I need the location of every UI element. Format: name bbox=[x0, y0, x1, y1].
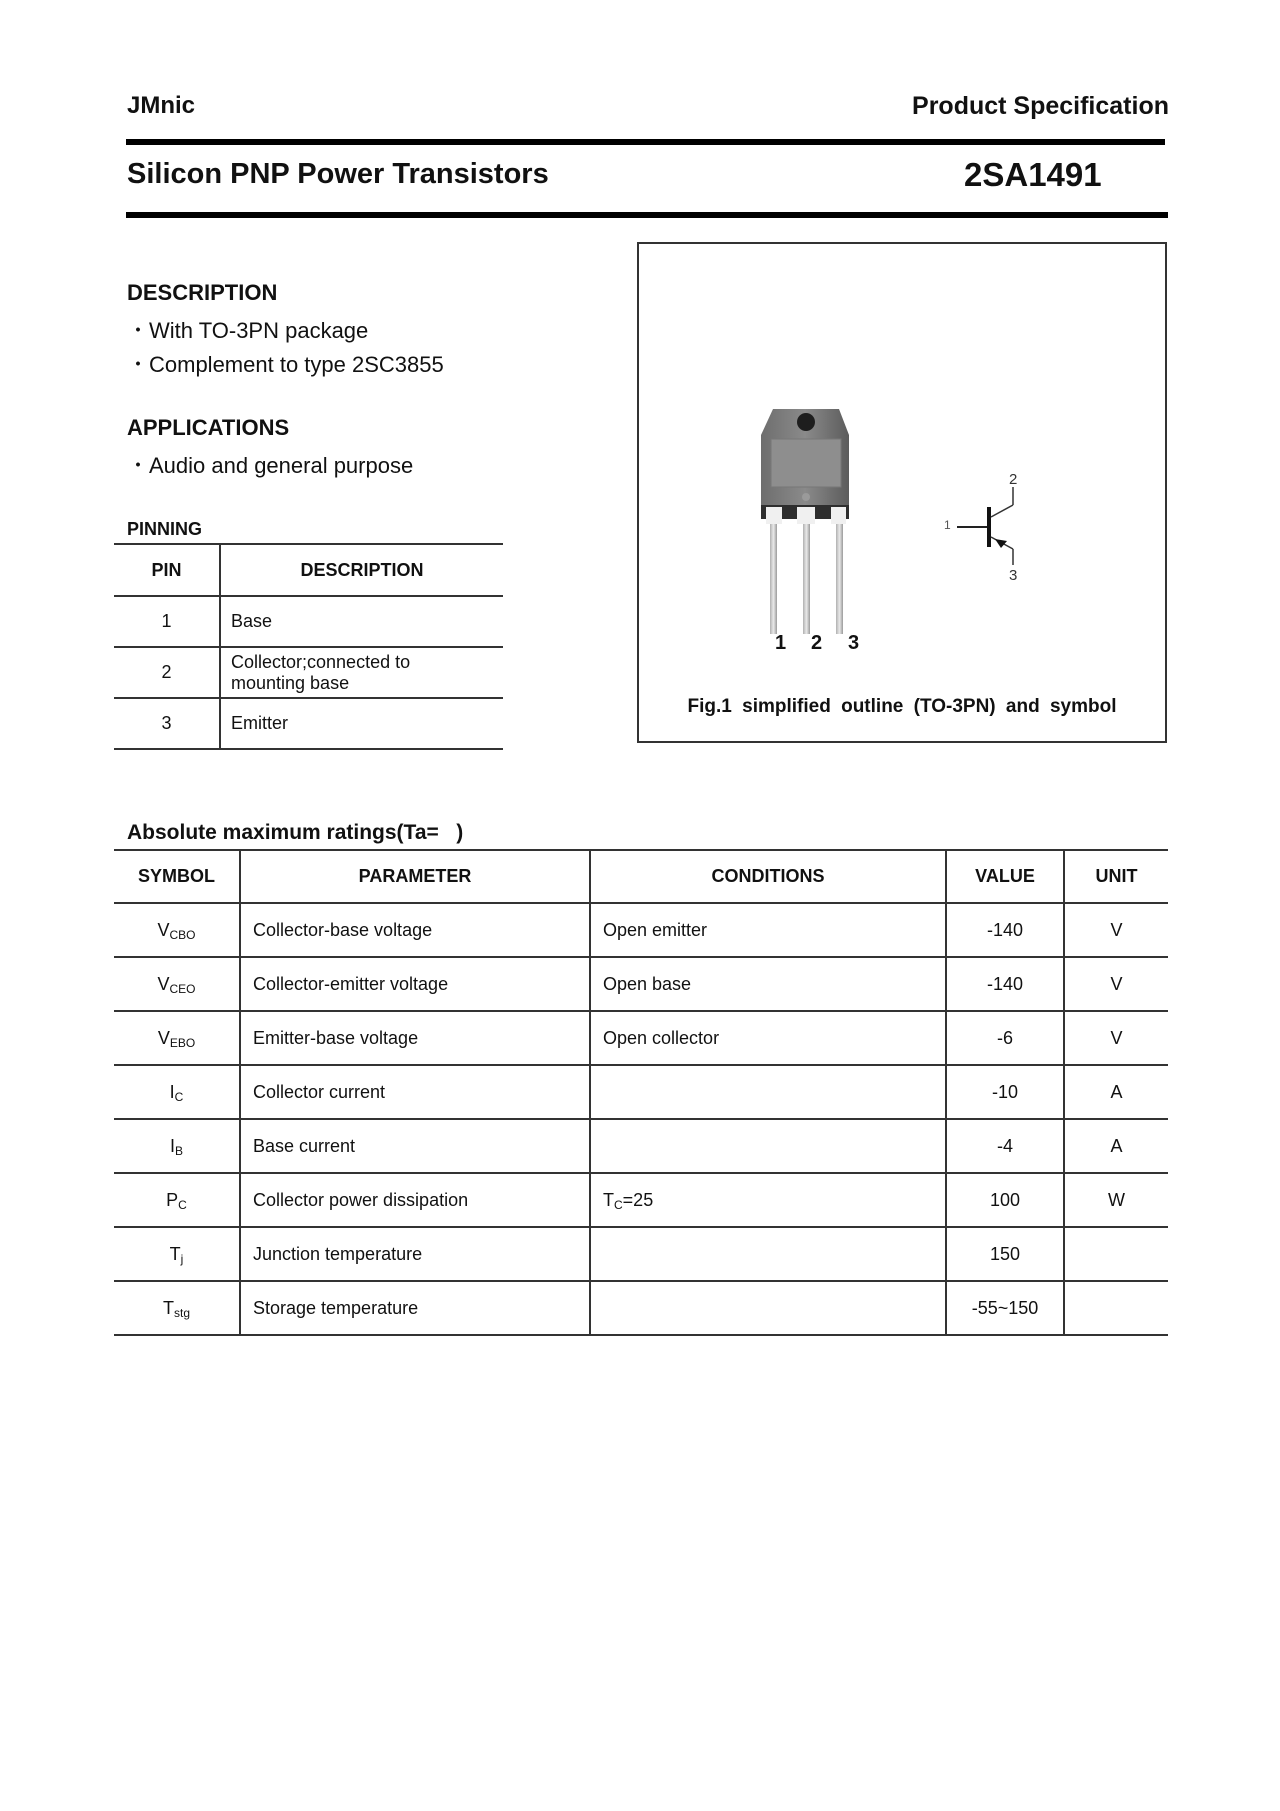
header-rule-bottom bbox=[126, 212, 1168, 218]
description-item: ・Complement to type 2SC3855 bbox=[127, 348, 444, 379]
parameter-cell: Junction temperature bbox=[240, 1227, 590, 1281]
unit-cell bbox=[1064, 1281, 1168, 1335]
table-row bbox=[114, 957, 1168, 1011]
company-name: JMnic bbox=[127, 92, 196, 119]
conditions-cell bbox=[590, 1065, 946, 1119]
unit-column-header: UNIT bbox=[1064, 850, 1168, 903]
pinning-heading: PINNING bbox=[127, 519, 203, 539]
table-row bbox=[114, 596, 503, 647]
symbol-cell: $V_{EBO}$ bbox=[114, 1011, 240, 1065]
applications-item: ・Audio and general purpose bbox=[127, 449, 413, 480]
document-type: Product Specification bbox=[912, 92, 1169, 120]
unit-cell: W bbox=[1064, 1173, 1168, 1227]
unit-cell: V bbox=[1064, 903, 1168, 957]
table-row bbox=[114, 903, 1168, 957]
unit-cell: A bbox=[1064, 1119, 1168, 1173]
table-row bbox=[114, 1065, 1168, 1119]
ratings-table bbox=[114, 849, 1168, 1336]
pinning-table bbox=[114, 543, 503, 750]
bullet-icon: ・ bbox=[127, 318, 150, 343]
pinning-header-row bbox=[114, 544, 503, 596]
parameter-cell: Emitter-base voltage bbox=[240, 1011, 590, 1065]
value-cell: -6 bbox=[946, 1011, 1064, 1065]
table-row bbox=[114, 1119, 1168, 1173]
ratings-header-row bbox=[114, 850, 1168, 903]
symbol-cell: $I_C$ bbox=[114, 1065, 240, 1119]
pin-description: Emitter bbox=[220, 698, 503, 749]
symbol-cell: $T_j$ bbox=[114, 1227, 240, 1281]
conditions-cell bbox=[590, 1227, 946, 1281]
unit-cell bbox=[1064, 1227, 1168, 1281]
figure-caption: Fig.1 simplified outline (TO-3PN) and symbol bbox=[687, 696, 1117, 717]
conditions-cell: Open collector bbox=[590, 1011, 946, 1065]
conditions-column-header: CONDITIONS bbox=[590, 850, 946, 903]
pin-column-header: PIN bbox=[114, 544, 220, 596]
package-pin-label: 2 bbox=[811, 632, 823, 654]
value-cell: 100 bbox=[946, 1173, 1064, 1227]
value-cell: -10 bbox=[946, 1065, 1064, 1119]
table-row bbox=[114, 647, 503, 698]
parameter-cell: Storage temperature bbox=[240, 1281, 590, 1335]
description-item: ・With TO-3PN package bbox=[127, 314, 368, 345]
symbol-collector-label: 2 bbox=[1009, 471, 1018, 488]
conditions-cell: Open base bbox=[590, 957, 946, 1011]
table-row bbox=[114, 1173, 1168, 1227]
bullet-icon: ・ bbox=[127, 352, 150, 377]
unit-cell: V bbox=[1064, 957, 1168, 1011]
parameter-cell: Collector power dissipation bbox=[240, 1173, 590, 1227]
conditions-cell: Open emitter bbox=[590, 903, 946, 957]
pin-description: Collector;connected to mounting base bbox=[220, 647, 503, 698]
pin-number: 2 bbox=[114, 647, 220, 698]
unit-cell: V bbox=[1064, 1011, 1168, 1065]
parameter-cell: Collector-emitter voltage bbox=[240, 957, 590, 1011]
description-heading: DESCRIPTION bbox=[127, 280, 278, 305]
parameter-cell: Base current bbox=[240, 1119, 590, 1173]
unit-cell: A bbox=[1064, 1065, 1168, 1119]
table-row bbox=[114, 1281, 1168, 1335]
value-cell: -4 bbox=[946, 1119, 1064, 1173]
symbol-cell: $V_{CBO}$ bbox=[114, 903, 240, 957]
conditions-cell bbox=[590, 1281, 946, 1335]
value-cell: 150 bbox=[946, 1227, 1064, 1281]
package-pin-label: 1 bbox=[775, 632, 787, 654]
symbol-cell: $I_B$ bbox=[114, 1119, 240, 1173]
parameter-column-header: PARAMETER bbox=[240, 850, 590, 903]
bullet-icon: ・ bbox=[127, 453, 150, 478]
value-cell: -55~150 bbox=[946, 1281, 1064, 1335]
header-rule-top bbox=[126, 139, 1165, 145]
symbol-cell: $T_{stg}$ bbox=[114, 1281, 240, 1335]
symbol-cell: $P_C$ bbox=[114, 1173, 240, 1227]
pin-description: Base bbox=[220, 596, 503, 647]
applications-heading: APPLICATIONS bbox=[127, 415, 290, 440]
table-row bbox=[114, 698, 503, 749]
table-row bbox=[114, 1227, 1168, 1281]
conditions-cell bbox=[590, 1119, 946, 1173]
symbol-emitter-label: 3 bbox=[1009, 567, 1018, 584]
description-column-header: DESCRIPTION bbox=[220, 544, 503, 596]
symbol-column-header: SYMBOL bbox=[114, 850, 240, 903]
ratings-heading: Absolute maximum ratings(Ta= ) bbox=[127, 821, 464, 844]
part-number: 2SA1491 bbox=[964, 156, 1102, 193]
page-title: Silicon PNP Power Transistors bbox=[127, 158, 549, 190]
table-row bbox=[114, 1011, 1168, 1065]
figure-outline-box bbox=[637, 242, 1167, 743]
pin-number: 1 bbox=[114, 596, 220, 647]
to3pn-package-image bbox=[749, 407, 864, 657]
value-column-header: VALUE bbox=[946, 850, 1064, 903]
value-cell: -140 bbox=[946, 903, 1064, 957]
conditions-cell: $T_C=25$ bbox=[590, 1173, 946, 1227]
symbol-cell: $V_{CEO}$ bbox=[114, 957, 240, 1011]
parameter-cell: Collector-base voltage bbox=[240, 903, 590, 957]
package-pin-label: 3 bbox=[848, 632, 860, 654]
pin-number: 3 bbox=[114, 698, 220, 749]
parameter-cell: Collector current bbox=[240, 1065, 590, 1119]
value-cell: -140 bbox=[946, 957, 1064, 1011]
symbol-base-label: 1 bbox=[944, 518, 951, 532]
